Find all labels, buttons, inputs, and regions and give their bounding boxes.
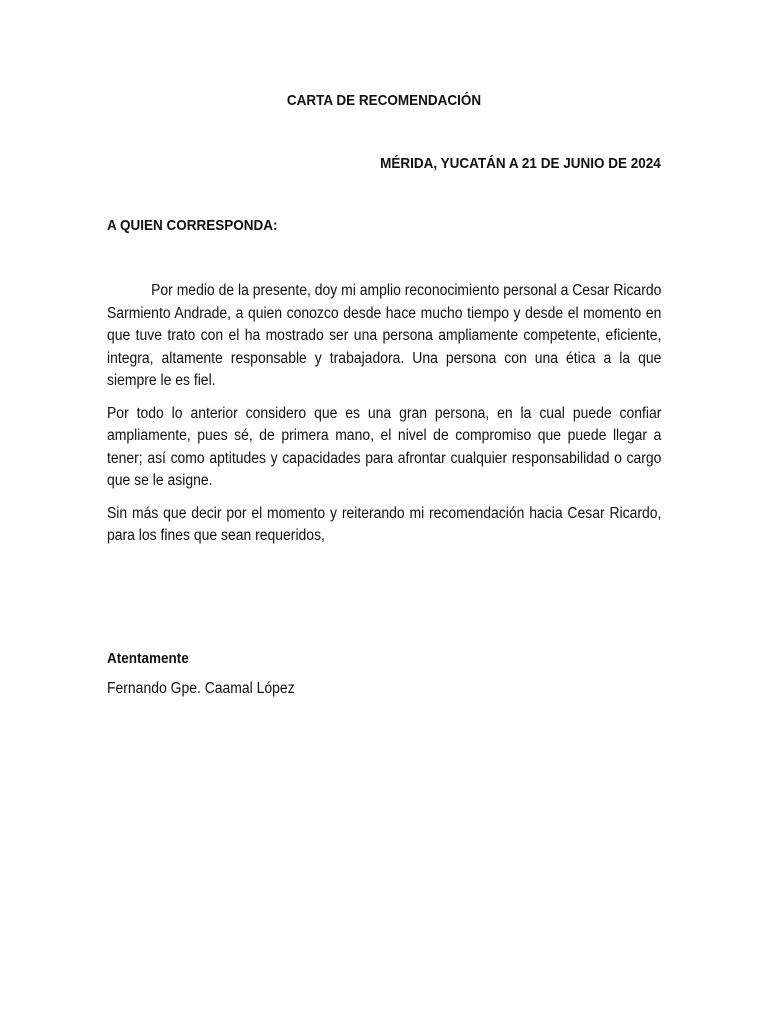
letter-body: [107, 280, 661, 558]
body-paragraph-2: Por todo lo anterior considero que es una gran persona, en la cual puede confiar ampliamente, pues sé, de primera mano, el nivel de compromiso que puede llegar a tener; así como aptitudes y capacidades para afrontar cualquier responsabilidad o cargo que se le asigne.: [107, 404, 662, 489]
signer-name: Fernando Gpe. Caamal López: [107, 680, 295, 697]
closing: Atentamente: [107, 650, 189, 667]
body-paragraph-1: Por medio de la presente, doy mi amplio reconocimiento personal a Cesar Ricardo Sarmiento Andrade, a quien conozco desde hace mucho tiempo y desde el momento en que tuve trato con el ha mostrado ser una persona ampliamente competente, eficiente, integra, altamente responsable y trabajadora. Una persona con una ética a la que siempre le es fiel.: [107, 282, 662, 389]
salutation: A QUIEN CORRESPONDA:: [107, 217, 278, 234]
date-line: MÉRIDA, YUCATÁN A 21 DE JUNIO DE 2024: [380, 155, 661, 172]
body-paragraph-3: Sin más que decir por el momento y reiterando mi recomendación hacia Cesar Ricardo, para los fines que sean requeridos,: [107, 504, 662, 544]
letter-title: CARTA DE RECOMENDACIÓN: [286, 92, 482, 109]
